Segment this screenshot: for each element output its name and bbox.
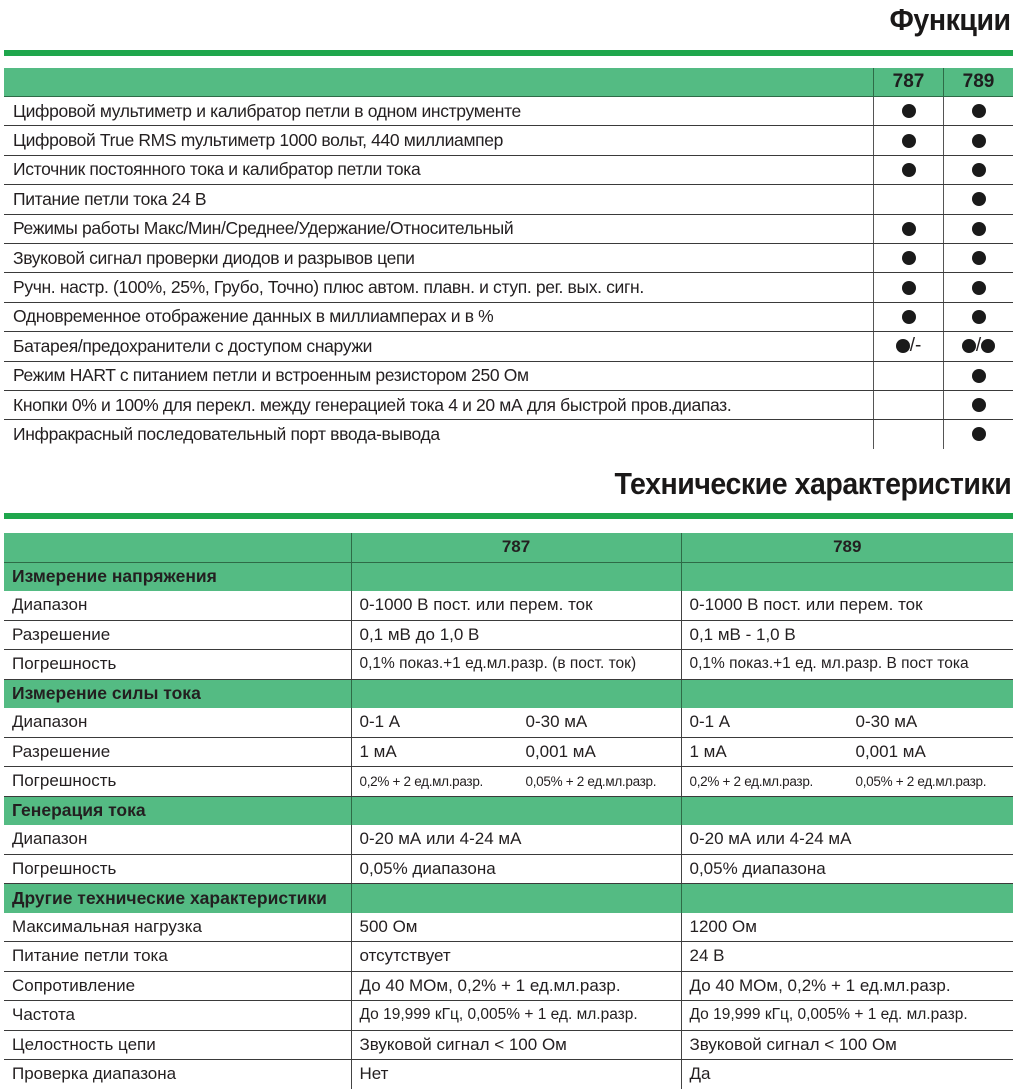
feature-label: Режимы работы Макс/Мин/Среднее/Удержание/Относительный: [4, 214, 874, 243]
spec-label: Погрешность: [4, 854, 351, 884]
spec-label: Разрешение: [4, 737, 351, 767]
feature-label: Ручн. настр. (100%, 25%, Грубо, Точно) плюс автом. плавн. и ступ. рег. вых. сигн.: [4, 273, 874, 302]
spec-section-row: [4, 884, 1013, 913]
feature-label: Батарея/предохранители с доступом снаружи: [4, 332, 874, 361]
spec-section-title: Другие технические характеристики: [4, 884, 351, 913]
bullet-dot-icon: [972, 310, 986, 324]
feature-row: [4, 97, 1013, 126]
feature-availability-787: [874, 126, 944, 155]
feature-availability-787: [874, 243, 944, 272]
spec-value-787: Звуковой сигнал < 100 Ом: [351, 1030, 681, 1060]
bullet-dot-icon: [896, 339, 910, 353]
feature-availability-787: [874, 155, 944, 184]
spec-label: Диапазон: [4, 708, 351, 737]
spec-label: Максимальная нагрузка: [4, 913, 351, 942]
spec-section-blank: [681, 796, 1013, 825]
spec-row: [4, 1030, 1013, 1060]
spec-section-blank: [681, 679, 1013, 708]
spec-section-title: Измерение напряжения: [4, 562, 351, 591]
bullet-dot-icon: [972, 281, 986, 295]
spec-label: Проверка диапазона: [12, 1064, 177, 1084]
feature-label: Инфракрасный последовательный порт ввода-вывода: [13, 423, 440, 444]
column-header-789: 789: [681, 533, 1013, 562]
spec-subvalue: 0,001 мА: [855, 741, 926, 761]
spec-value-789: 0,05% диапазона: [681, 854, 1013, 884]
specs-header-row: [4, 533, 1013, 562]
specs-title: Технические характеристики: [614, 466, 1011, 501]
spec-value-787: [351, 737, 681, 767]
spec-subvalue: 0-30 мА: [525, 712, 588, 732]
spec-value-787: 0,05% диапазона: [351, 854, 681, 884]
spec-row: [4, 854, 1013, 884]
spec-label: Погрешность: [4, 767, 351, 797]
feature-availability-789: [944, 243, 1014, 272]
specs-header-blank: [4, 533, 351, 562]
spec-value-787: 0-1000 В пост. или перем. ток: [351, 591, 681, 620]
feature-label: Одновременное отображение данных в миллиамперах и в %: [4, 302, 874, 331]
feature-row: [4, 185, 1013, 214]
spec-value-787: 0,1% показ.+1 ед.мл.разр. (в пост. ток): [351, 650, 681, 680]
feature-availability-789: [944, 185, 1014, 214]
spec-value-787: 500 Ом: [351, 913, 681, 942]
feature-row: [4, 420, 1013, 449]
bullet-dot-icon: [902, 281, 916, 295]
bullet-dot-icon: [972, 104, 986, 118]
feature-availability-787: [874, 185, 944, 214]
feature-availability-787: [874, 390, 944, 419]
separator-text: /: [909, 335, 915, 357]
feature-availability-789: [944, 302, 1014, 331]
bullet-dot-icon: [902, 222, 916, 236]
spec-subvalue: 0,001 мА: [525, 741, 596, 761]
bullet-dot-icon: [972, 192, 986, 206]
spec-value-787: отсутствует: [351, 942, 681, 972]
bullet-dot-icon: [902, 163, 916, 177]
spec-value-789: До 19,999 кГц, 0,005% + 1 ед. мл.разр.: [681, 1001, 1013, 1031]
bullet-dot-icon: [972, 398, 986, 412]
spec-value-787: До 40 МОм, 0,2% + 1 ед.мл.разр.: [351, 971, 681, 1001]
feature-row: [4, 390, 1013, 419]
spec-value-789: Звуковой сигнал < 100 Ом: [681, 1030, 1013, 1060]
spec-label: Целостность цепи: [4, 1030, 351, 1060]
feature-label: Звуковой сигнал проверки диодов и разрывов цепи: [4, 243, 874, 272]
spec-value-789: 1200 Ом: [681, 913, 1013, 942]
spec-label: Частота: [4, 1001, 351, 1031]
bullet-dot-icon: [972, 163, 986, 177]
spec-value-787: [351, 767, 681, 797]
spec-value-789: До 40 МОм, 0,2% + 1 ед.мл.разр.: [681, 971, 1013, 1001]
spec-value-789: 0,1% показ.+1 ед. мл.разр. В пост тока: [681, 650, 1013, 680]
spec-value-789: [681, 708, 1013, 737]
bullet-dot-icon: [962, 339, 976, 353]
bullet-dot-icon: [981, 339, 995, 353]
feature-availability-787: [874, 214, 944, 243]
spec-value-787: [351, 708, 681, 737]
spec-row: [4, 708, 1013, 737]
feature-availability-787: [874, 361, 944, 390]
bullet-dot-icon: [972, 222, 986, 236]
bullet-dot-icon: [972, 251, 986, 265]
spec-label: Разрешение: [4, 620, 351, 650]
spec-value-789: [681, 767, 1013, 797]
spec-value-789: 0,1 мВ - 1,0 В: [681, 620, 1013, 650]
feature-availability-789: [944, 390, 1014, 419]
bullet-dot-icon: [972, 369, 986, 383]
feature-availability-787: [874, 97, 944, 126]
column-header-787: 787: [351, 533, 681, 562]
feature-availability-789: [944, 97, 1014, 126]
spec-row: [4, 737, 1013, 767]
spec-value-789: Да: [681, 1060, 1013, 1089]
spec-row: [4, 1060, 1013, 1089]
spec-subvalue: 0,05% + 2 ед.мл.разр.: [855, 773, 987, 789]
spec-row: [4, 913, 1013, 942]
spec-row: [4, 1001, 1013, 1031]
spec-subvalue: 0-30 мА: [855, 712, 918, 732]
features-divider-bar: [4, 50, 1013, 56]
spec-row: [4, 650, 1013, 680]
feature-row: [4, 155, 1013, 184]
feature-availability-787: [874, 273, 944, 302]
spec-section-blank: [351, 562, 681, 591]
feature-row: [4, 361, 1013, 390]
feature-label: Питание петли тока 24 В: [4, 185, 874, 214]
feature-row: [4, 214, 1013, 243]
feature-row: [4, 273, 1013, 302]
spec-section-blank: [681, 562, 1013, 591]
feature-label: Цифровой мультиметр и калибратор петли в одном инструменте: [4, 97, 874, 126]
spec-label: Питание петли тока: [4, 942, 351, 972]
spec-subvalue: 1 мА: [689, 741, 727, 761]
spec-row: [4, 825, 1013, 854]
spec-section-blank: [351, 679, 681, 708]
column-header-789: 789: [944, 68, 1014, 97]
feature-availability-789: [944, 420, 1014, 449]
feature-availability-789: [944, 155, 1014, 184]
bullet-dot-icon: [972, 134, 986, 148]
feature-row: [4, 302, 1013, 331]
feature-availability-789: [944, 273, 1014, 302]
spec-label: Диапазон: [4, 591, 351, 620]
spec-row: [4, 620, 1013, 650]
spec-value-787: 0-20 мА или 4-24 мА: [351, 825, 681, 854]
spec-section-blank: [351, 884, 681, 913]
spec-label: Погрешность: [4, 650, 351, 680]
column-header-787: 787: [874, 68, 944, 97]
spec-row: [4, 767, 1013, 797]
spec-label: Сопротивление: [4, 971, 351, 1001]
bullet-dot-icon: [902, 134, 916, 148]
feature-availability-787: [874, 420, 944, 449]
spec-value-789: [681, 737, 1013, 767]
features-table: [4, 68, 1013, 449]
feature-availability-789: [944, 361, 1014, 390]
spec-row: [4, 971, 1013, 1001]
spec-value-789: 0-20 мА или 4-24 мА: [681, 825, 1013, 854]
feature-availability-787: [874, 332, 944, 361]
spec-section-row: [4, 679, 1013, 708]
spec-subvalue: 1 мА: [359, 741, 397, 761]
spec-subvalue: 0,2% + 2 ед.мл.разр.: [359, 773, 483, 789]
bullet-dot-icon: [972, 427, 986, 441]
spec-section-blank: [681, 884, 1013, 913]
feature-label: Источник постоянного тока и калибратор петли тока: [4, 155, 874, 184]
spec-value-789: 24 В: [681, 942, 1013, 972]
spec-value-787: До 19,999 кГц, 0,005% + 1 ед. мл.разр.: [351, 1001, 681, 1031]
spec-section-title: Измерение силы тока: [4, 679, 351, 708]
spec-row: [4, 591, 1013, 620]
feature-availability-789: [944, 332, 1014, 361]
spec-section-row: [4, 562, 1013, 591]
feature-row: [4, 126, 1013, 155]
spec-section-row: [4, 796, 1013, 825]
specs-divider-bar: [4, 513, 1013, 519]
spec-value-787: 0,1 мВ до 1,0 В: [351, 620, 681, 650]
spec-subvalue: 0,05% + 2 ед.мл.разр.: [525, 773, 657, 789]
spec-label: Диапазон: [4, 825, 351, 854]
feature-label: Цифровой True RMS mультиметр 1000 вольт, 440 миллиампер: [4, 126, 874, 155]
spec-subvalue: 0-1 А: [689, 712, 731, 732]
specs-table: [4, 533, 1013, 1089]
feature-availability-789: [944, 214, 1014, 243]
features-header-row: [4, 68, 1013, 97]
separator-text: /: [975, 335, 982, 357]
feature-row: [4, 332, 1013, 361]
spec-subvalue: 0,2% + 2 ед.мл.разр.: [689, 773, 813, 789]
feature-availability-789: [944, 126, 1014, 155]
feature-row: [4, 243, 1013, 272]
feature-label: Кнопки 0% и 100% для перекл. между генерацией тока 4 и 20 мА для быстрой пров.диапаз.: [4, 390, 874, 419]
features-header-blank: [4, 68, 874, 97]
bullet-dot-icon: [902, 251, 916, 265]
spec-section-title: Генерация тока: [4, 796, 351, 825]
spec-value-787: Нет: [351, 1060, 681, 1089]
separator-text: -: [914, 335, 922, 357]
spec-section-blank: [351, 796, 681, 825]
features-title: Функции: [889, 2, 1011, 37]
spec-row: [4, 942, 1013, 972]
bullet-dot-icon: [902, 104, 916, 118]
spec-value-789: 0-1000 В пост. или перем. ток: [681, 591, 1013, 620]
spec-subvalue: 0-1 А: [359, 712, 401, 732]
feature-label: Режим HART с питанием петли и встроенным резистором 250 Ом: [4, 361, 874, 390]
feature-availability-787: [874, 302, 944, 331]
bullet-dot-icon: [902, 310, 916, 324]
